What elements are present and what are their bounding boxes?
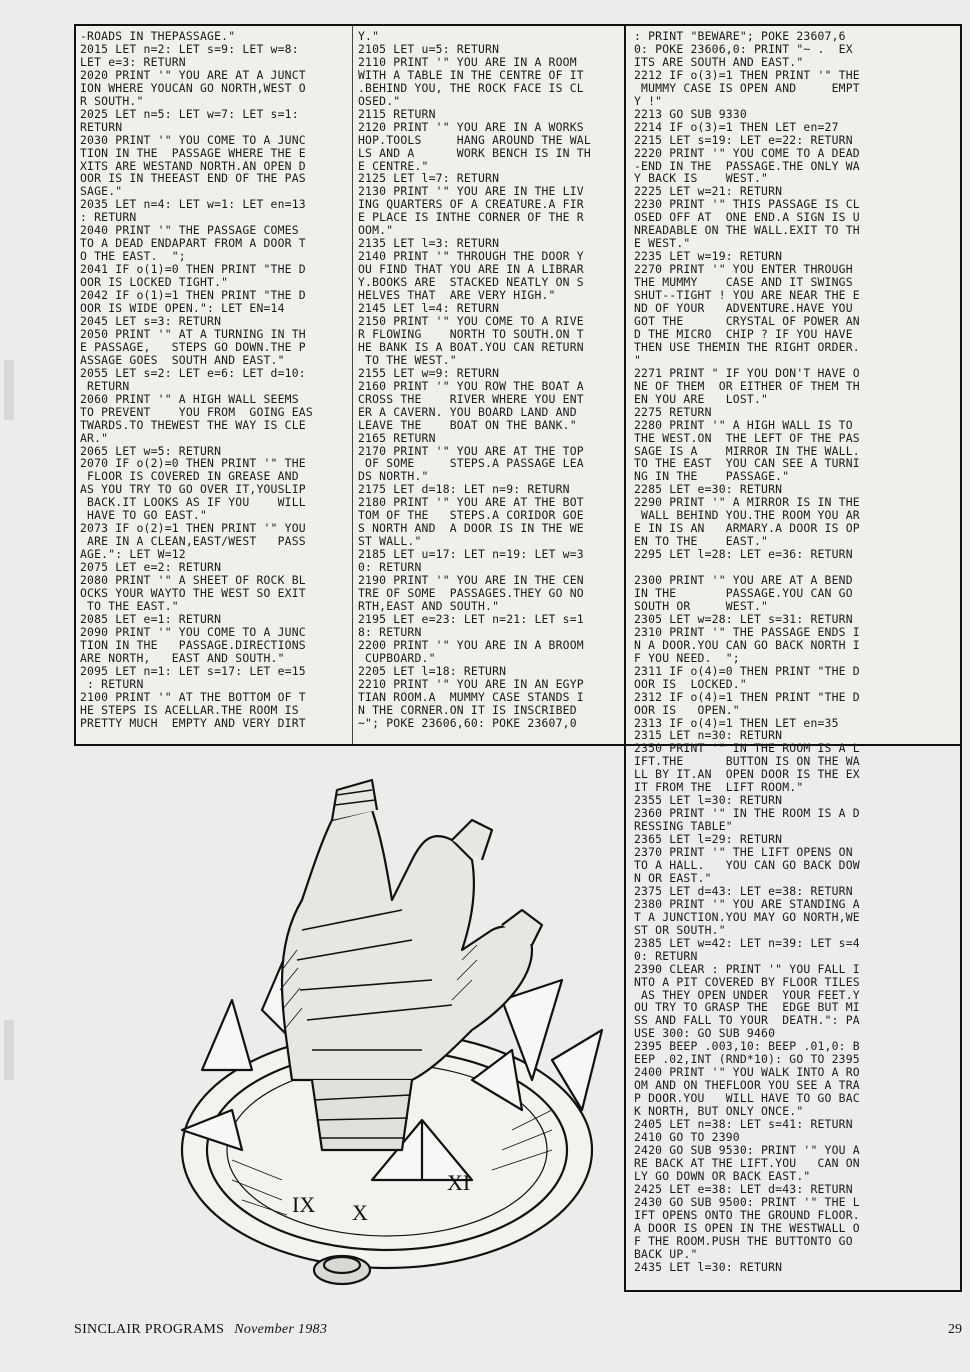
- listing-line: 2275 RETURN: [634, 404, 712, 419]
- listing-line: NTO A PIT COVERED BY FLOOR TILES: [634, 974, 860, 989]
- listing-line: NE OF THEM OR EITHER OF THEM TH: [634, 378, 860, 393]
- listing-line: OU TRY TO GRASP THE EDGE BUT MI: [634, 1000, 860, 1015]
- listing-line: AS THEY OPEN UNDER YOUR FEET.Y: [634, 987, 860, 1002]
- listing-line: NG IN THE PASSAGE.": [634, 469, 790, 484]
- listing-line: R FLOWING NORTH TO SOUTH.ON T: [358, 326, 584, 341]
- listing-line: 2185 LET u=17: LET n=19: LET w=3: [358, 547, 584, 562]
- listing-line: OU FIND THAT YOU ARE IN A LIBRAR: [358, 262, 584, 277]
- listing-line: Y.": [358, 30, 380, 43]
- listing-line: 2370 PRINT '" THE LIFT OPENS ON: [634, 845, 853, 860]
- listing-line: 2405 LET n=38: LET s=41: RETURN: [634, 1117, 853, 1132]
- listing-line: 2235 LET w=19: RETURN: [634, 249, 783, 264]
- listing-line: N OR EAST.": [634, 870, 712, 885]
- listing-line: AGE.": LET W=12: [80, 547, 186, 562]
- listing-line: ING QUARTERS OF A CREATURE.A FIR: [358, 197, 584, 212]
- listing-line: 2060 PRINT '" A HIGH WALL SEEMS: [80, 391, 299, 406]
- listing-line: ASSAGE GOES SOUTH AND EAST.": [80, 352, 285, 367]
- listing-line: S NORTH AND A DOOR IS IN THE WE: [358, 521, 584, 536]
- listing-line: ION WHERE YOUCAN GO NORTH,WEST O: [80, 80, 306, 95]
- listing-line: CUPBOARD.": [358, 650, 436, 665]
- listing-line: LY GO DOWN OR BACK EAST.": [634, 1168, 811, 1183]
- listing-line: WITH A TABLE IN THE CENTRE OF IT: [358, 67, 584, 82]
- listing-line: 2300 PRINT '" YOU ARE AT A BEND: [634, 573, 853, 588]
- listing-line: 2042 IF o(1)=1 THEN PRINT "THE D: [80, 288, 306, 303]
- binding-hole: [4, 1020, 14, 1080]
- listing-line: 2310 PRINT '" THE PASSAGE ENDS I: [634, 624, 860, 639]
- listing-line: TO THE WEST.": [358, 352, 457, 367]
- listing-line: F THE ROOM.PUSH THE BUTTONTO GO: [634, 1233, 853, 1248]
- listing-line: 2350 PRINT '" IN THE ROOM IS A L: [634, 741, 860, 756]
- listing-line: 2140 PRINT '" THROUGH THE DOOR Y: [358, 249, 584, 264]
- listing-line: USE 300: GO SUB 9460: [634, 1026, 776, 1041]
- listing-line: Y BACK IS WEST.": [634, 171, 769, 186]
- listing-line: RESSING TABLE": [634, 819, 733, 834]
- listing-line: -END IN THE PASSAGE.THE ONLY WA: [634, 158, 860, 173]
- listing-line: F YOU NEED. ";: [634, 650, 740, 665]
- listing-line: 2050 PRINT '" AT A TURNING IN TH: [80, 326, 306, 341]
- listing-line: OOR IS IN THEEAST END OF THE PAS: [80, 171, 306, 186]
- listing-line: 2375 LET d=43: LET e=38: RETURN: [634, 883, 853, 898]
- listing-line: OOR IS OPEN.": [634, 702, 740, 717]
- listing-line: WALL BEHIND YOU.THE ROOM YOU AR: [634, 508, 860, 523]
- listing-line: 2073 IF o(2)=1 THEN PRINT '" YOU: [80, 521, 306, 536]
- listing-line: ER A CAVERN. YOU BOARD LAND AND: [358, 404, 577, 419]
- listing-line: TO A HALL. YOU CAN GO BACK DOW: [634, 858, 860, 872]
- listing-line: OSED.": [358, 93, 401, 108]
- listing-line: 2213 GO SUB 9330: [634, 106, 747, 121]
- footer-magazine-line: [74, 1322, 327, 1338]
- listing-line: 2360 PRINT '" IN THE ROOM IS A D: [634, 806, 860, 821]
- listing-line: TRE OF SOME PASSAGES.THEY GO NO: [358, 585, 584, 600]
- listing-line: EEP .02,INT (RND*10): GO TO 2395: [634, 1052, 860, 1067]
- listing-line: Y !": [634, 93, 663, 108]
- listing-line: AR.": [80, 430, 109, 445]
- listing-line: BACK UP.": [634, 1246, 698, 1261]
- page-number: 29: [948, 1322, 962, 1337]
- listing-line: NREADABLE ON THE WALL.EXIT TO TH: [634, 223, 860, 238]
- listing-line: 2040 PRINT '" THE PASSAGE COMES: [80, 223, 299, 238]
- listing-line: BACK.IT LOOKS AS IF YOU WILL: [80, 495, 306, 510]
- listing-line: : RETURN: [80, 676, 144, 691]
- listing-line: ARE NORTH, EAST AND SOUTH.": [80, 650, 285, 665]
- listing-line: 2190 PRINT '" YOU ARE IN THE CEN: [358, 573, 584, 588]
- listing-line: OOM.": [358, 223, 394, 238]
- listing-line: 2290 PRINT '" A MIRROR IS IN THE: [634, 495, 860, 510]
- listing-line: -ROADS IN THEPASSAGE.": [80, 30, 236, 43]
- listing-line: 2215 LET s=19: LET e=22: RETURN: [634, 132, 853, 147]
- listing-line: 2311 IF o(4)=0 THEN PRINT "THE D: [634, 663, 860, 678]
- listing-line: HOP.TOOLS HANG AROUND THE WAL: [358, 132, 591, 147]
- listing-line: 2205 LET l=18: RETURN: [358, 663, 507, 678]
- listing-line: XITS ARE WESTAND NORTH.AN OPEN D: [80, 158, 306, 173]
- listing-line: 2230 PRINT '" THIS PASSAGE IS CL: [634, 197, 860, 212]
- listing-line: 2125 LET l=7: RETURN: [358, 171, 500, 186]
- listing-line: TO THE EAST YOU CAN SEE A TURNI: [634, 456, 860, 471]
- listing-line: 2075 LET e=2: RETURN: [80, 560, 222, 575]
- listing-line: 2313 IF o(4)=1 THEN LET en=35: [634, 715, 839, 730]
- magazine-name: SINCLAIR PROGRAMS: [74, 1322, 225, 1337]
- listing-line: T A JUNCTION.YOU MAY GO NORTH,WE: [634, 909, 860, 924]
- listing-line: IT FROM THE LIFT ROOM.": [634, 780, 804, 795]
- listing-line: THE MUMMY CASE AND IT SWINGS: [634, 275, 853, 290]
- listing-line: HAVE TO GO EAST.": [80, 508, 208, 523]
- listing-line: 2385 LET w=42: LET n=39: LET s=4: [634, 935, 860, 950]
- listing-line: 2425 LET e=38: LET d=43: RETURN: [634, 1181, 853, 1196]
- listing-line: ": [634, 352, 642, 367]
- listing-line: 2195 LET e=23: LET n=21: LET s=1: [358, 611, 584, 626]
- listing-line: 2380 PRINT '" YOU ARE STANDING A: [634, 896, 860, 911]
- listing-line: E WEST.": [634, 236, 691, 251]
- clock-numeral: XI: [447, 1170, 471, 1195]
- listing-line: TO PREVENT YOU FROM GOING EAS: [80, 404, 313, 419]
- listing-line: EN YOU ARE LOST.": [634, 391, 769, 406]
- listing-line: IFT OPENS ONTO THE GROUND FLOOR.: [634, 1207, 860, 1222]
- listing-line: 2120 PRINT '" YOU ARE IN A WORKS: [358, 119, 584, 134]
- listing-line: E PLACE IS INTHE CORNER OF THE R: [358, 210, 584, 225]
- listing-line: 2030 PRINT '" YOU COME TO A JUNC: [80, 132, 306, 147]
- listing-column-1: [80, 30, 342, 740]
- listing-line: Y.BOOKS ARE STACKED NEATLY ON S: [358, 275, 584, 290]
- listing-line: SOUTH OR WEST.": [634, 598, 769, 613]
- listing-line: IFT.THE BUTTON IS ON THE WA: [634, 754, 860, 769]
- listing-line: 2430 GO SUB 9500: PRINT '" THE L: [634, 1194, 860, 1209]
- page-footer: [74, 1320, 962, 1344]
- listing-line: O THE EAST. ";: [80, 249, 186, 264]
- listing-line: N THE CORNER.ON IT IS INSCRIBED: [358, 702, 577, 717]
- listing-line: AS YOU TRY TO GO OVER IT,YOUSLIP: [80, 482, 306, 497]
- listing-line: : RETURN: [80, 210, 137, 225]
- listing-line: 2214 IF o(3)=1 THEN LET en=27: [634, 119, 839, 134]
- listing-line: THE WEST.ON THE LEFT OF THE PAS: [634, 430, 860, 445]
- listing-line: 2280 PRINT '" A HIGH WALL IS TO: [634, 417, 853, 432]
- listing-line: TOM OF THE STEPS.A CORIDOR GOE: [358, 508, 584, 523]
- listing-line: TIAN ROOM.A MUMMY CASE STANDS I: [358, 689, 584, 704]
- listing-line: E CENTRE.": [358, 158, 429, 173]
- listing-line: 2305 LET w=28: LET s=31: RETURN: [634, 611, 853, 626]
- listing-line: SHUT--TIGHT ! YOU ARE NEAR THE E: [634, 288, 860, 303]
- listing-line: 2400 PRINT '" YOU WALK INTO A RO: [634, 1065, 860, 1080]
- listing-line: 2390 CLEAR : PRINT '" YOU FALL I: [634, 961, 860, 976]
- listing-line: K NORTH, BUT ONLY ONCE.": [634, 1104, 804, 1119]
- listing-line: ST WALL.": [358, 534, 422, 549]
- listing-line: 2285 LET e=30: RETURN: [634, 482, 783, 497]
- listing-line: ST OR SOUTH.": [634, 922, 726, 937]
- listing-line: OM AND ON THEFLOOR YOU SEE A TRA: [634, 1078, 860, 1093]
- listing-line: 2435 LET l=30: RETURN: [634, 1259, 783, 1274]
- listing-line: 2130 PRINT '" YOU ARE IN THE LIV: [358, 184, 584, 199]
- listing-line: 2225 LET w=21: RETURN: [634, 184, 783, 199]
- listing-line: 2065 LET w=5: RETURN: [80, 443, 222, 458]
- listing-line: 2135 LET l=3: RETURN: [358, 236, 500, 251]
- listing-line: 2365 LET l=29: RETURN: [634, 832, 783, 847]
- listing-line: RETURN: [80, 378, 130, 393]
- listing-line: : PRINT "BEWARE"; POKE 23607,6: [634, 30, 846, 43]
- mummy-hand-clock-icon: [172, 750, 622, 1290]
- listing-line: 2025 LET n=5: LET w=7: LET s=1:: [80, 106, 299, 121]
- listing-line: OOR IS LOCKED TIGHT.": [80, 275, 229, 290]
- listing-line: EN TO THE EAST.": [634, 534, 769, 549]
- listing-column-2: [358, 30, 620, 740]
- listing-line: 2410 GO TO 2390: [634, 1130, 740, 1145]
- listing-line: 2115 RETURN: [358, 106, 436, 121]
- listing-line: 2180 PRINT '" YOU ARE AT THE BOT: [358, 495, 584, 510]
- listing-line: 2312 IF o(4)=1 THEN PRINT "THE D: [634, 689, 860, 704]
- listing-line: 2175 LET d=18: LET n=9: RETURN: [358, 482, 570, 497]
- listing-line: 8: RETURN: [358, 624, 422, 639]
- listing-line: 0: POKE 23606,0: PRINT "~ . EX: [634, 41, 853, 56]
- listing-line: ND OF YOUR ADVENTURE.HAVE YOU: [634, 301, 853, 316]
- listing-line: 2355 LET l=30: RETURN: [634, 793, 783, 808]
- listing-line: 2015 LET n=2: LET s=9: LET w=8:: [80, 41, 299, 56]
- listing-line: RETURN: [80, 119, 123, 134]
- listing-line: 2045 LET s=3: RETURN: [80, 313, 222, 328]
- listing-line: 2271 PRINT " IF YOU DON'T HAVE O: [634, 365, 860, 380]
- listing-line: 2165 RETURN: [358, 430, 436, 445]
- listing-line: 2420 GO SUB 9530: PRINT '" YOU A: [634, 1142, 860, 1157]
- listing-line: OOR IS LOCKED.": [634, 676, 747, 691]
- listing-line: 2170 PRINT '" YOU ARE AT THE TOP: [358, 443, 584, 458]
- listing-line: CROSS THE RIVER WHERE YOU ENT: [358, 391, 584, 406]
- listing-line: 2070 IF o(2)=0 THEN PRINT '" THE: [80, 456, 306, 471]
- listing-line: 2085 LET e=1: RETURN: [80, 611, 222, 626]
- listing-line: THEN USE THEMIN THE RIGHT ORDER.: [634, 339, 860, 354]
- listing-line: DS NORTH.": [358, 469, 429, 484]
- clock-numeral: X: [352, 1200, 368, 1225]
- listing-line: RE BACK AT THE LIFT.YOU CAN ON: [634, 1155, 860, 1170]
- listing-line: FLOOR IS COVERED IN GREASE AND: [80, 469, 299, 484]
- listing-line: LL BY IT.AN OPEN DOOR IS THE EX: [634, 767, 860, 782]
- listing-line: PRETTY MUCH EMPTY AND VERY DIRT: [80, 715, 306, 730]
- listing-line: 2315 LET n=30: RETURN: [634, 728, 783, 743]
- listing-line: GOT THE CRYSTAL OF POWER AN: [634, 313, 860, 328]
- listing-line: LEAVE THE BOAT ON THE BANK.": [358, 417, 577, 432]
- listing-line: 2160 PRINT '" YOU ROW THE BOAT A: [358, 378, 584, 393]
- listing-line: 2110 PRINT '" YOU ARE IN A ROOM: [358, 54, 577, 69]
- listing-line: TION IN THE PASSAGE WHERE THE E: [80, 145, 306, 160]
- listing-column-3: [634, 30, 896, 1282]
- listing-line: 2055 LET s=2: LET e=6: LET d=10:: [80, 365, 306, 380]
- listing-line: 2145 LET l=4: RETURN: [358, 301, 500, 316]
- listing-line: HE BANK IS A BOAT.YOU CAN RETURN: [358, 339, 584, 354]
- listing-line: SAGE IS A MIRROR IN THE WALL.: [634, 443, 860, 458]
- issue-date: November 1983: [234, 1322, 328, 1337]
- clock-numeral: IX: [292, 1192, 316, 1217]
- listing-line: OSED OFF AT ONE END.A SIGN IS U: [634, 210, 860, 225]
- listing-line: OF SOME STEPS.A PASSAGE LEA: [358, 456, 584, 471]
- listing-line: OCKS YOUR WAYTO THE WEST SO EXIT: [80, 585, 306, 600]
- listing-line: E PASSAGE, STEPS GO DOWN.THE P: [80, 339, 306, 354]
- listing-line: 2095 LET n=1: LET s=17: LET e=15: [80, 663, 306, 678]
- listing-line: TO THE EAST.": [80, 598, 179, 613]
- listing-line: 2270 PRINT '" YOU ENTER THROUGH: [634, 262, 853, 277]
- listing-line: P DOOR.YOU WILL HAVE TO GO BAC: [634, 1091, 860, 1106]
- listing-line: 2295 LET l=28: LET e=36: RETURN: [634, 547, 853, 562]
- listing-line: 2090 PRINT '" YOU COME TO A JUNC: [80, 624, 306, 639]
- listing-line: 2155 LET w=9: RETURN: [358, 365, 500, 380]
- binding-hole: [4, 360, 14, 420]
- listing-line: SS AND FALL TO YOUR DEATH.": PA: [634, 1013, 860, 1028]
- listing-line: 2020 PRINT '" YOU ARE AT A JUNCT: [80, 67, 306, 82]
- listing-line: HE STEPS IS ACELLAR.THE ROOM IS: [80, 702, 299, 717]
- listing-line: 2035 LET n=4: LET w=1: LET en=13: [80, 197, 306, 212]
- listing-line: N A DOOR.YOU CAN GO BACK NORTH I: [634, 637, 860, 652]
- column-divider: [352, 26, 353, 744]
- listing-line: ARE IN A CLEAN,EAST/WEST PASS: [80, 534, 306, 549]
- listing-line: 0: RETURN: [634, 948, 698, 963]
- listing-line: RTH,EAST AND SOUTH.": [358, 598, 500, 613]
- listing-line: E IN IS AN ARMARY.A DOOR IS OP: [634, 521, 860, 536]
- listing-line: A DOOR IS OPEN IN THE WESTWALL O: [634, 1220, 860, 1235]
- listing-line: TION IN THE PASSAGE.DIRECTIONS: [80, 637, 306, 652]
- listing-line: OOR IS WIDE OPEN.": LET EN=14: [80, 301, 285, 316]
- listing-line: 2200 PRINT '" YOU ARE IN A BROOM: [358, 637, 584, 652]
- listing-line: 2041 IF o(1)=0 THEN PRINT "THE D: [80, 262, 306, 277]
- listing-line: IN THE PASSAGE.YOU CAN GO: [634, 585, 853, 600]
- listing-line: ~"; POKE 23606,60: POKE 23607,0: [358, 715, 577, 730]
- listing-line: LET e=3: RETURN: [80, 54, 186, 69]
- listing-line: MUMMY CASE IS OPEN AND EMPT: [634, 80, 860, 95]
- listing-line: D THE MICRO CHIP ? IF YOU HAVE: [634, 326, 853, 341]
- listing-line: 2212 IF o(3)=1 THEN PRINT '" THE: [634, 67, 860, 82]
- listing-line: 2080 PRINT '" A SHEET OF ROCK BL: [80, 573, 306, 588]
- listing-line: .BEHIND YOU, THE ROCK FACE IS CL: [358, 80, 584, 95]
- listing-line: 2105 LET u=5: RETURN: [358, 41, 500, 56]
- listing-line: LS AND A WORK BENCH IS IN TH: [358, 145, 591, 160]
- listing-line: 2210 PRINT '" YOU ARE IN AN EGYP: [358, 676, 584, 691]
- listing-line: ITS ARE SOUTH AND EAST.": [634, 54, 804, 69]
- listing-line: 0: RETURN: [358, 560, 422, 575]
- listing-line: TWARDS.TO THEWEST THE WAY IS CLE: [80, 417, 306, 432]
- listing-line: SAGE.": [80, 184, 123, 199]
- listing-line: R SOUTH.": [80, 93, 144, 108]
- listing-line: 2395 BEEP .003,10: BEEP .01,0: B: [634, 1039, 860, 1054]
- listing-line: HELVES THAT ARE VERY HIGH.": [358, 288, 556, 303]
- listing-line: 2220 PRINT '" YOU COME TO A DEAD: [634, 145, 860, 160]
- listing-line: 2150 PRINT '" YOU COME TO A RIVE: [358, 313, 584, 328]
- listing-line: TO A DEAD ENDAPART FROM A DOOR T: [80, 236, 306, 251]
- listing-line: 2100 PRINT '" AT THE BOTTOM OF T: [80, 689, 306, 704]
